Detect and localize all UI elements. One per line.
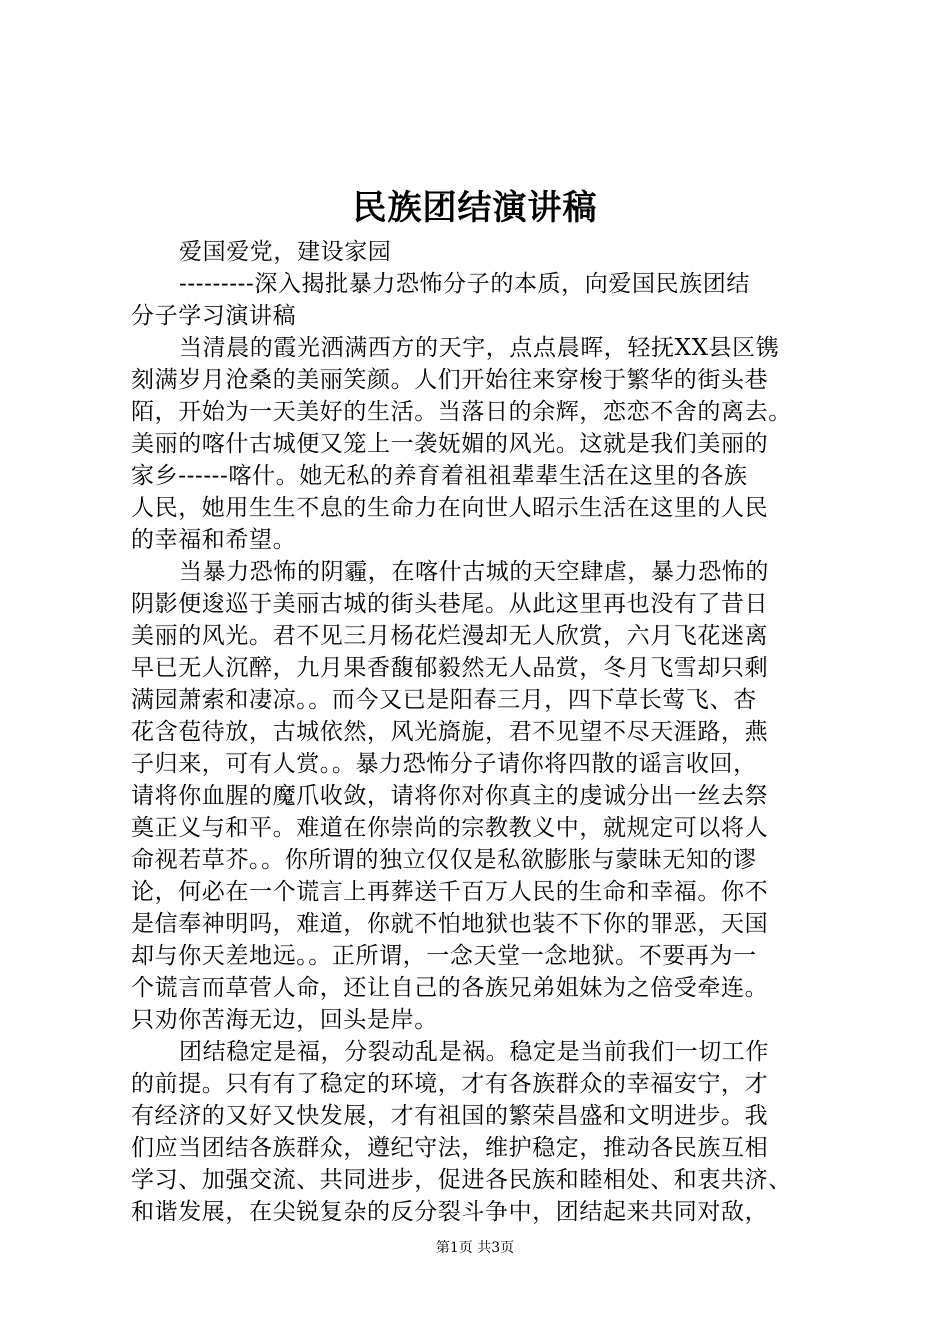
text-line: 奠正义与和平。难道在你崇尚的宗教教义中，就规定可以将人	[131, 815, 769, 841]
text-line: 陌，开始为一天美好的生活。当落日的余辉，恋恋不舍的离去。	[131, 399, 792, 425]
text-line: 早已无人沉醉，九月果香馥郁毅然无人品赏，冬月飞雪却只剩	[131, 655, 769, 681]
text-line: 美丽的风光。君不见三月杨花烂漫却无人欣赏，六月飞花迷离	[131, 623, 769, 649]
text-line: 美丽的喀什古城便又笼上一袭妩媚的风光。这就是我们美丽的	[131, 431, 769, 457]
text-line: 们应当团结各族群众，遵纪守法，维护稳定，推动各民族互相	[131, 1135, 769, 1161]
text-line: ---------深入揭批暴力恐怖分子的本质，向爱国民族团结	[179, 271, 750, 297]
text-line: 爱国爱党，建设家园	[179, 239, 392, 265]
text-line: 的幸福和希望。	[131, 527, 297, 553]
text-line: 只劝你苦海无边，回头是岸。	[131, 1007, 438, 1033]
text-line: 请将你血腥的魔爪收敛，请将你对你真主的虔诚分出一丝去祭	[131, 783, 769, 809]
text-line: 有经济的又好又快发展，才有祖国的繁荣昌盛和文明进步。我	[131, 1103, 769, 1129]
text-line: 学习、加强交流、共同进步，促进各民族和睦相处、和衷共济、	[131, 1167, 792, 1193]
document-body	[131, 236, 831, 1228]
text-line: 满园萧索和凄凉。。而今又已是阳春三月，四下草长莺飞、杏	[131, 687, 757, 713]
text-line: 刻满岁月沧桑的美丽笑颜。人们开始往来穿梭于繁华的街头巷	[131, 367, 769, 393]
text-line: 当暴力恐怖的阴霾，在喀什古城的天空肆虐，暴力恐怖的	[179, 559, 769, 585]
text-line: 团结稳定是福，分裂动乱是祸。稳定是当前我们一切工作	[179, 1039, 769, 1065]
text-line: 命视若草芥。。你所谓的独立仅仅是私欲膨胀与蒙昧无知的谬	[131, 847, 757, 873]
text-line: 子归来，可有人赏。。暴力恐怖分子请你将四散的谣言收回，	[131, 751, 757, 777]
text-line: 家乡------喀什。她无私的养育着祖祖辈辈生活在这里的各族	[131, 463, 748, 489]
text-line: 和谐发展，在尖锐复杂的反分裂斗争中，团结起来共同对敌，	[131, 1199, 769, 1225]
text-line: 阴影便逡巡于美丽古城的街头巷尾。从此这里再也没有了昔日	[131, 591, 769, 617]
text-line: 个谎言而草菅人命，还让自己的各族兄弟姐妹为之倍受牵连。	[131, 975, 769, 1001]
text-line: 是信奉神明吗，难道，你就不怕地狱也装不下你的罪恶，天国	[131, 911, 769, 937]
text-line: 人民，她用生生不息的生命力在向世人昭示生活在这里的人民	[131, 495, 769, 521]
text-line: 花含苞待放，古城依然，风光旖旎，君不见望不尽天涯路，燕	[131, 719, 769, 745]
text-line: 的前提。只有有了稳定的环境，才有各族群众的幸福安宁，才	[131, 1071, 769, 1097]
text-line: 却与你天差地远。。正所谓，一念天堂一念地狱。不要再为一	[131, 943, 757, 969]
text-line: 分子学习演讲稿	[131, 303, 297, 329]
document-title: 民族团结演讲稿	[352, 188, 598, 228]
text-line: 论，何必在一个谎言上再葬送千百万人民的生命和幸福。你不	[131, 879, 769, 905]
text-line: 当清晨的霞光洒满西方的天宇，点点晨晖，轻抚XX县区镌	[179, 335, 780, 361]
page-number-footer: 第1页 共3页	[435, 1240, 515, 1256]
